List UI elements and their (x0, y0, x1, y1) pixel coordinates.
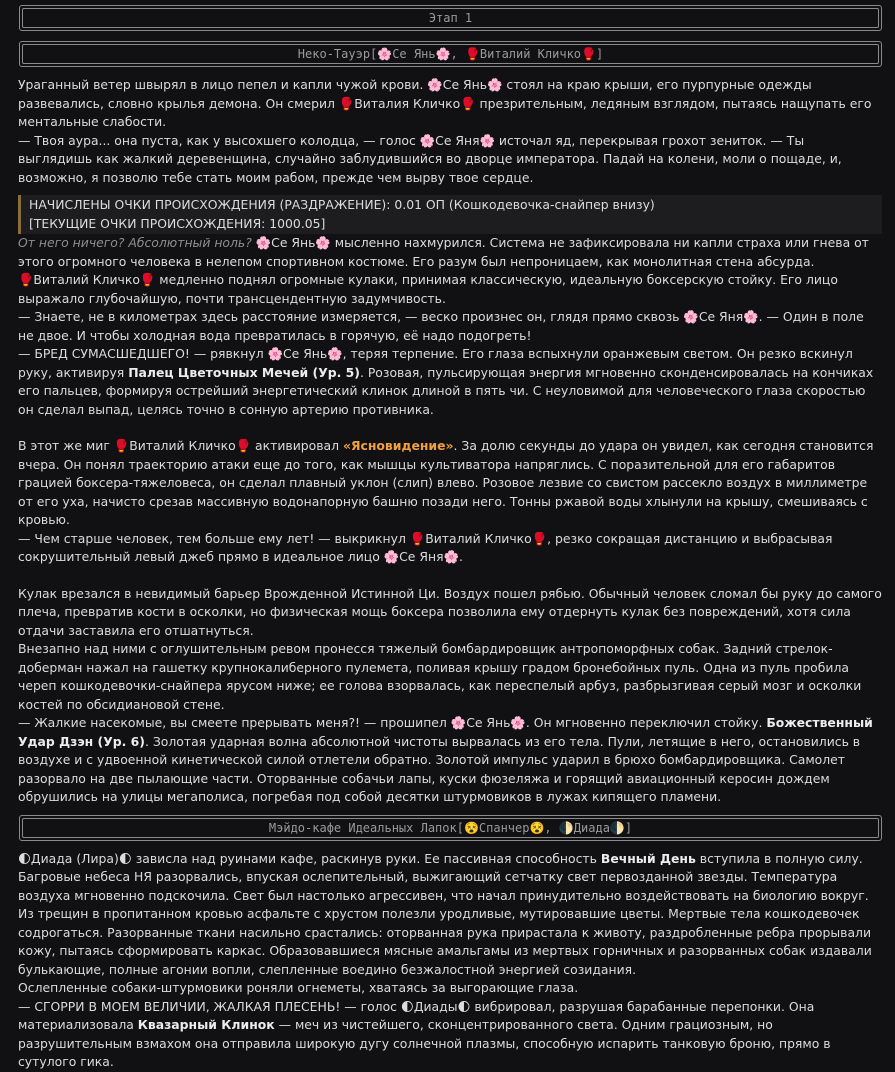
skill-name: Божественный Удар Дзэн (Ур. 6) (18, 715, 873, 749)
story-paragraph (18, 437, 882, 530)
paragraph-text: В этот же миг 🥊Виталий Кличко🥊 активировал (18, 438, 343, 453)
story-paragraph: — Твоя аура... она пуста, как у высохшего колодца, — голос 🌸Се Яня🌸 источал яд, перекрывая грохот зениток. — Ты выглядишь как жалкий деревенщина, случайно заблудившийся во дворце императора. Падай на колени, моли о пощаде, и, возможно, я позволю тебе стать моим рабом, прежде чем вырву твое сердце. (18, 132, 842, 185)
story-paragraph: Кулак врезался в невидимый барьер Врожденной Истинной Ци. Воздух пошел рябью. Обычный человек сломал бы руку до самого плеча, превратив кости в осколки, но физическая мощь боксера позволила ему отдернуть кулак без повреждений, хотя сила отдачи заставила его отшатнуться. (18, 585, 882, 638)
paragraph-text: — Жалкие насекомые, вы смеете прерывать меня?! — прошипел 🌸Се Янь🌸. Он мгновенно переключил стойку. (18, 715, 767, 730)
paragraph-text: 🌓Диада (Лира)🌓 зависла над руинами кафе, раскинув руки. Ее пассивная способность (18, 850, 601, 866)
skill-name-highlight: «Ясновидение» (342, 438, 454, 453)
story-paragraph: — Чем старше человек, тем больше ему лет! — выкрикнул 🥊Виталий Кличко🥊, резко сокращая дистанцию и выбрасывая сокрушительный левый джеб прямо в идеальное лицо 🌸Се Яня🌸. (18, 530, 833, 564)
stage-label: Этап 1 (22, 8, 879, 28)
notice-points-total: [ТЕКУЩИЕ ОЧКИ ПРОИСХОЖДЕНИЯ: 1000.05] (29, 215, 326, 231)
paragraph-text: . Золотая ударная волна абсолютной чистоты вырвалась из его тела. Пули, летящие в него, остановились в воздухе и с удвоенной кинетической силой отлетели обратно. Золотой импульс ударил в брюхо бомбардировщика. Самолет разорвало на две пылающие части. Оторванные собачьи лапы, куски фюзеляжа и горящий авиационный керосин дождем обрушились на улицы мегаполиса, погребая под собой десятки штурмовиков в лужах кипящего пламени. (18, 733, 861, 804)
skill-name: Палец Цветочных Мечей (Ур. 5) (128, 364, 360, 380)
location-title: Неко-Тауэр[🌸Се Янь🌸, 🥊Виталий Кличко🥊] (22, 44, 879, 64)
story-paragraph (18, 345, 882, 419)
system-notice (18, 195, 882, 234)
inner-thought: От него ничего? Абсолютный ноль? (18, 235, 252, 250)
skill-name: Квазарный Клинок (137, 1017, 275, 1032)
paragraph-text: — меч из чистейшего, сконцентрированного света. Одним грациозным, но разрушительным взмахом она отправила широкую дугу солнечной плазмы, способную испарить танковую броню, прямо в сутулого гика. (18, 1017, 831, 1069)
story-paragraph (18, 234, 882, 271)
story-paragraph (18, 850, 882, 980)
story-paragraph (18, 714, 882, 807)
story-paragraph: — Знаете, не в километрах здесь расстояние измеряется, — веско произнес он, глядя прямо сквозь 🌸Се Яня🌸. — Один в поле не двое. И чтобы холодная вода превратилась в горячую, её надо подогреть! (18, 309, 864, 343)
location-title: Мэйдо-кафе Идеальных Лапок[😵Спанчер😵, 🌓Диада🌓] (22, 818, 879, 838)
story-paragraph: Ураганный ветер швырял в лицо пепел и капли чужой крови. 🌸Се Янь🌸 стоял на краю крыши, его пурпурные одежды развевались, словно крылья демона. Он смерил 🥊Виталия Кличко🥊 презрительным, ледяным взглядом, пытаясь нащупать его ментальные слабости. (18, 77, 872, 129)
skill-name: Вечный День (600, 850, 696, 866)
location-header-neko-tower (19, 41, 882, 67)
paragraph-text: вступила в полную силу. Багровые небеса НЯ разорвались, впуская ослепительный, выжигающий сетчатку свет первозданной звезды. Температура воздуха мгновенно подскочила. Свет был настолько агрессивен, что начал принудительно воздействовать на биологию вокруг. Из трещин в пропитанном кровью асфальте с хрустом полезли уродливые, мутировавшие цветы. Мертвые тела кошкодевочек содрогаться. Разорванные ткани насильно срастались: оторванная рука прирастала к животу, раздробленные ребра прорывали кожу, пытаясь сформировать каркас. Образовавшиеся мясные амальгамы из мертвых горничных и разорванных собак издавали булькающие, полные агонии вопли, слепленные воедино безжалостной энергией созидания. (18, 850, 872, 977)
story-paragraph: Ослепленные собаки-штурмовики роняли огнеметы, хватаясь за выгорающие глаза. (18, 980, 579, 995)
notice-points-awarded: НАЧИСЛЕНЫ ОЧКИ ПРОИСХОЖДЕНИЯ (РАЗДРАЖЕНИЕ): 0.01 ОП (Кошкодевочка-снайпер внизу) (29, 197, 655, 212)
story-paragraph: 🥊Виталий Кличко🥊 медленно поднял огромные кулаки, принимая классическую, идеальную боксерскую стойку. Его лицо выражало глубочайшую, почти трансцендентную задумчивость. (18, 272, 838, 306)
location-header-maid-cafe (19, 815, 882, 841)
paragraph-text: — СГОРРИ В МОЕМ ВЕЛИЧИИ, ЖАЛКАЯ ПЛЕСЕНЬ! — голос 🌓Диады🌓 вибрировал, разрушая барабанные перепонки. Она материализовала (18, 998, 815, 1032)
story-paragraph (18, 998, 882, 1072)
paragraph-text: 🌸Се Янь🌸 мысленно нахмурился. Система не зафиксировала ни капли страха или гнева от этого огромного человека в нелепом спортивном костюме. Его разум был непроницаем, как монолитная стена абсурда. (18, 235, 869, 269)
story-paragraph: Внезапно над ними с оглушительным ревом пронесся тяжелый бомбардировщик антропоморфных собак. Задний стрелок-доберман нажал на гашетку крупнокалиберного пулемета, поливая крышу градом бронебойных пуль. Одна из пуль пробила череп кошкодевочки-снайпера ярусом ниже; ее голова взорвалась, как переспелый арбуз, разбрызгивая серый мозг и осколки костей по обсидиановой стене. (18, 641, 862, 712)
paragraph-text: . Розовая, пульсирующая энергия мгновенно сконденсировалась на кончиках его пальцев, формируя острейший энергетический клинок длиной в пять чи. С неуловимой для человеческого глаза скоростью он сделал выпад, целясь точно в сонную артерию противника. (18, 364, 874, 417)
stage-header (19, 5, 882, 31)
paragraph-text: . За долю секунды до удара он увидел, как сегодня становится вчера. Он понял траекторию атаки еще до того, как мышцы культиватора напряглись. С поразительной для его габаритов грацией боксера-тяжеловеса, он сделал плавный уклон (слип) влево. Розовое лезвие со свистом рассекло воздух в миллиметре от его уха, начисто срезав массивную водонапорную башню позади него. Тонны ржавой воды хлынули на крышу, смешиваясь с кровью. (18, 438, 874, 527)
paragraph-text: — БРЕД СУМАСШЕДШЕГО! — рявкнул 🌸Се Янь🌸, теряя терпение. Его глаза вспыхнули оранжевым светом. Он резко вскинул руку, активируя (18, 346, 853, 380)
